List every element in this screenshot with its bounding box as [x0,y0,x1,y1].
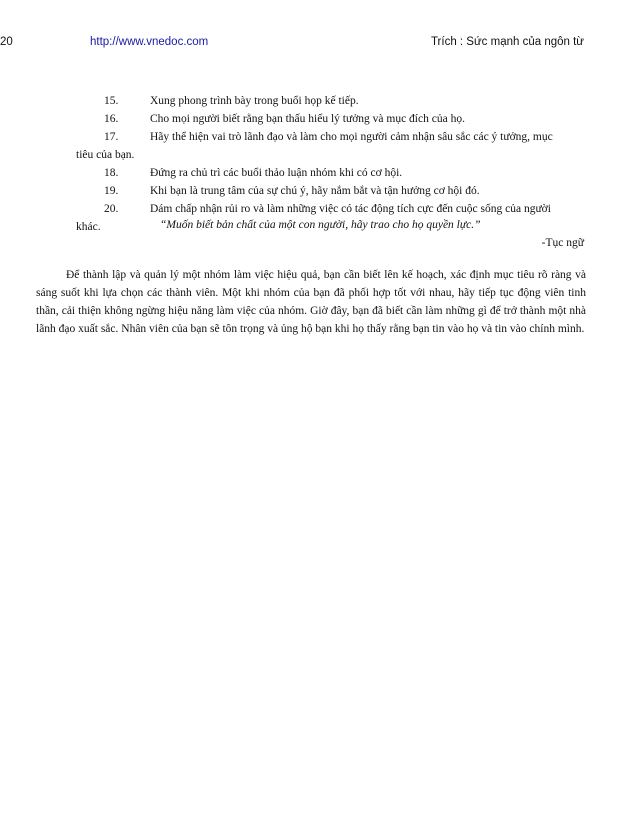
list-item [0,182,638,200]
numbered-list [0,92,638,236]
list-item-number: 15. [104,95,119,107]
source-title: Trích : Sức mạnh của ngôn từ [430,36,584,48]
quote-attribution: -Tục ngữ [541,237,584,249]
list-item [0,164,638,182]
quote-block [0,216,638,234]
website-link[interactable]: http://www.vnedoc.com [90,36,209,48]
list-item-number: 16. [104,113,119,125]
list-item-text: Đứng ra chủ trì các buổi thảo luận nhóm khi có cơ hội. [150,167,403,179]
list-item-text: Xung phong trình bày trong buổi họp kế tiếp. [150,95,359,107]
list-item-number: 18. [104,167,119,179]
list-item-number: 19. [104,185,119,197]
quote-text: “Muốn biết bản chất của một con người, hãy trao cho họ quyền lực.” [160,219,481,231]
list-item-number: 20. [104,203,119,215]
list-item-number: 17. [104,131,119,143]
page-header [0,36,638,54]
list-item-continuation: tiêu của bạn. [76,149,135,161]
list-item-text: Hãy thể hiện vai trò lãnh đạo và làm cho mọi người cảm nhận sâu sắc các ý tưởng, mục [150,131,553,143]
list-item [0,110,638,128]
body-paragraph: Để thành lập và quản lý một nhóm làm việc hiệu quả, bạn cần biết lên kế hoạch, xác định mục tiêu rõ ràng và sáng suốt khi lựa chọn các thành viên. Một khi nhóm của bạn đã phối hợp tốt với nhau, hãy tiếp tục động viên tinh thần, cải thiện không ngừng hiệu năng làm việc của nhóm. Giờ đây, bạn đã biết cần làm những gì để trở thành một nhà lãnh đạo xuất sắc. Nhân viên của bạn sẽ tôn trọng và ủng hộ bạn khi họ thấy rằng bạn tin vào họ và tin vào chính mình. [36,269,586,335]
list-item [0,92,638,110]
list-item-text: Khi bạn là trung tâm của sự chú ý, hãy nắm bắt và tận hưởng cơ hội đó. [150,185,480,197]
list-item-text: Dám chấp nhận rủi ro và làm những việc có tác động tích cực đến cuộc sống của người [150,203,551,215]
list-item-text: Cho mọi người biết rằng bạn thấu hiểu lý tưởng và mục đích của họ. [150,113,465,125]
page-number: 20 [0,36,13,48]
list-item-continuation: khác. [76,221,101,233]
list-item [0,128,638,164]
